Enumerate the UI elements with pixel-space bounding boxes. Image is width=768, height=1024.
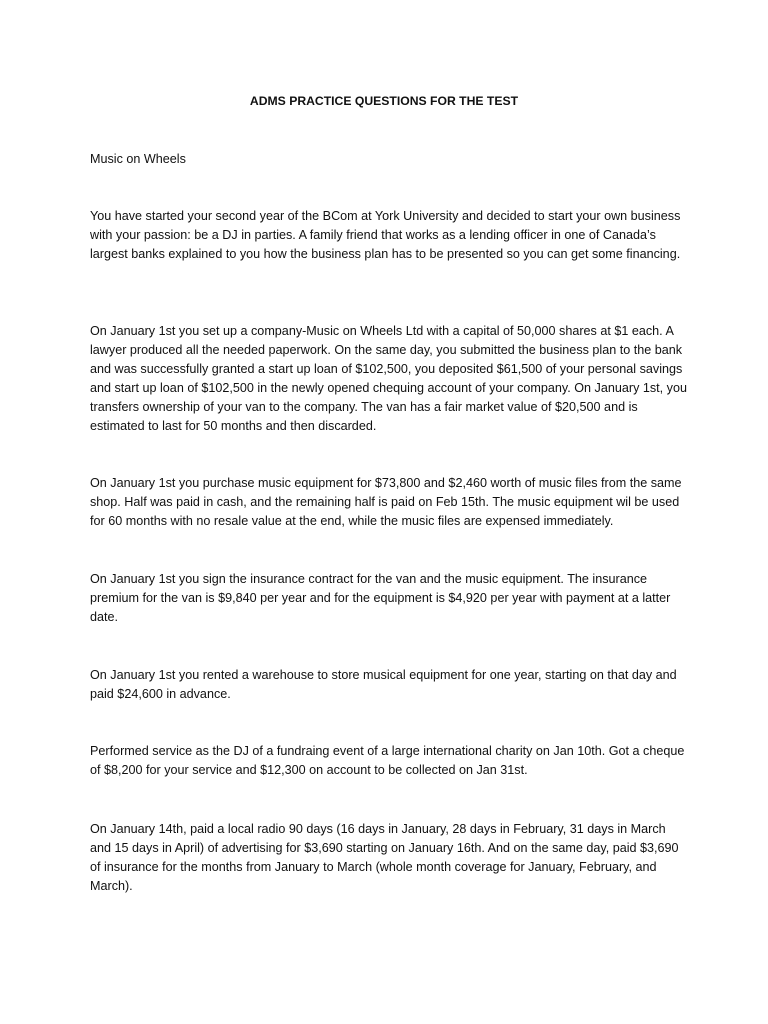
paragraph-equipment-purchase: On January 1st you purchase music equipment for $73,800 and $2,460 worth of music files from the same shop. Half was paid in cash, and the remaining half is paid on Feb 15th. The music equipment wil be used for 60 months with no resale value at the end, while the music files are expensed immediately. [90, 476, 682, 528]
paragraph-warehouse-rent: On January 1st you rented a warehouse to store musical equipment for one year, starting on that day and paid $24,600 in advance. [90, 668, 677, 701]
paragraph-intro: You have started your second year of the BCom at York University and decided to start your own business with your passion: be a DJ in parties. A family friend that works as a lending officer in one of Canada’s largest banks explained to you how the business plan has to be presented so you can get some financing. [90, 209, 681, 261]
paragraph-dj-service: Performed service as the DJ of a fundraing event of a large international charity on Jan 10th. Got a cheque of $8,200 for your service and $12,300 on account to be collected on Jan 31st. [90, 744, 685, 777]
paragraph-advertising-insurance: On January 14th, paid a local radio 90 days (16 days in January, 28 days in February, 31 days in March and 15 days in April) of advertising for $3,690 starting on January 16th. And on the same day, paid $3,690 of insurance for the months from January to March (whole month coverage for January, February, and March). [90, 822, 679, 893]
document-subtitle: Music on Wheels [90, 152, 186, 166]
document-title: ADMS PRACTICE QUESTIONS FOR THE TEST [249, 94, 519, 108]
paragraph-insurance-contract: On January 1st you sign the insurance contract for the van and the music equipment. The insurance premium for the van is $9,840 per year and for the equipment is $4,920 per year with payment at a latter date. [90, 572, 671, 624]
paragraph-company-setup: On January 1st you set up a company-Music on Wheels Ltd with a capital of 50,000 shares at $1 each. A lawyer produced all the needed paperwork. On the same day, you submitted the business plan to the bank and was successfully granted a start up loan of $102,500, you deposited $61,500 of your personal savings and start up loan of $102,500 in the newly opened chequing account of your company. On January 1st, you transfers ownership of your van to the company. The van has a fair market value of $20,500 and is estimated to last for 50 months and then discarded. [90, 324, 687, 433]
